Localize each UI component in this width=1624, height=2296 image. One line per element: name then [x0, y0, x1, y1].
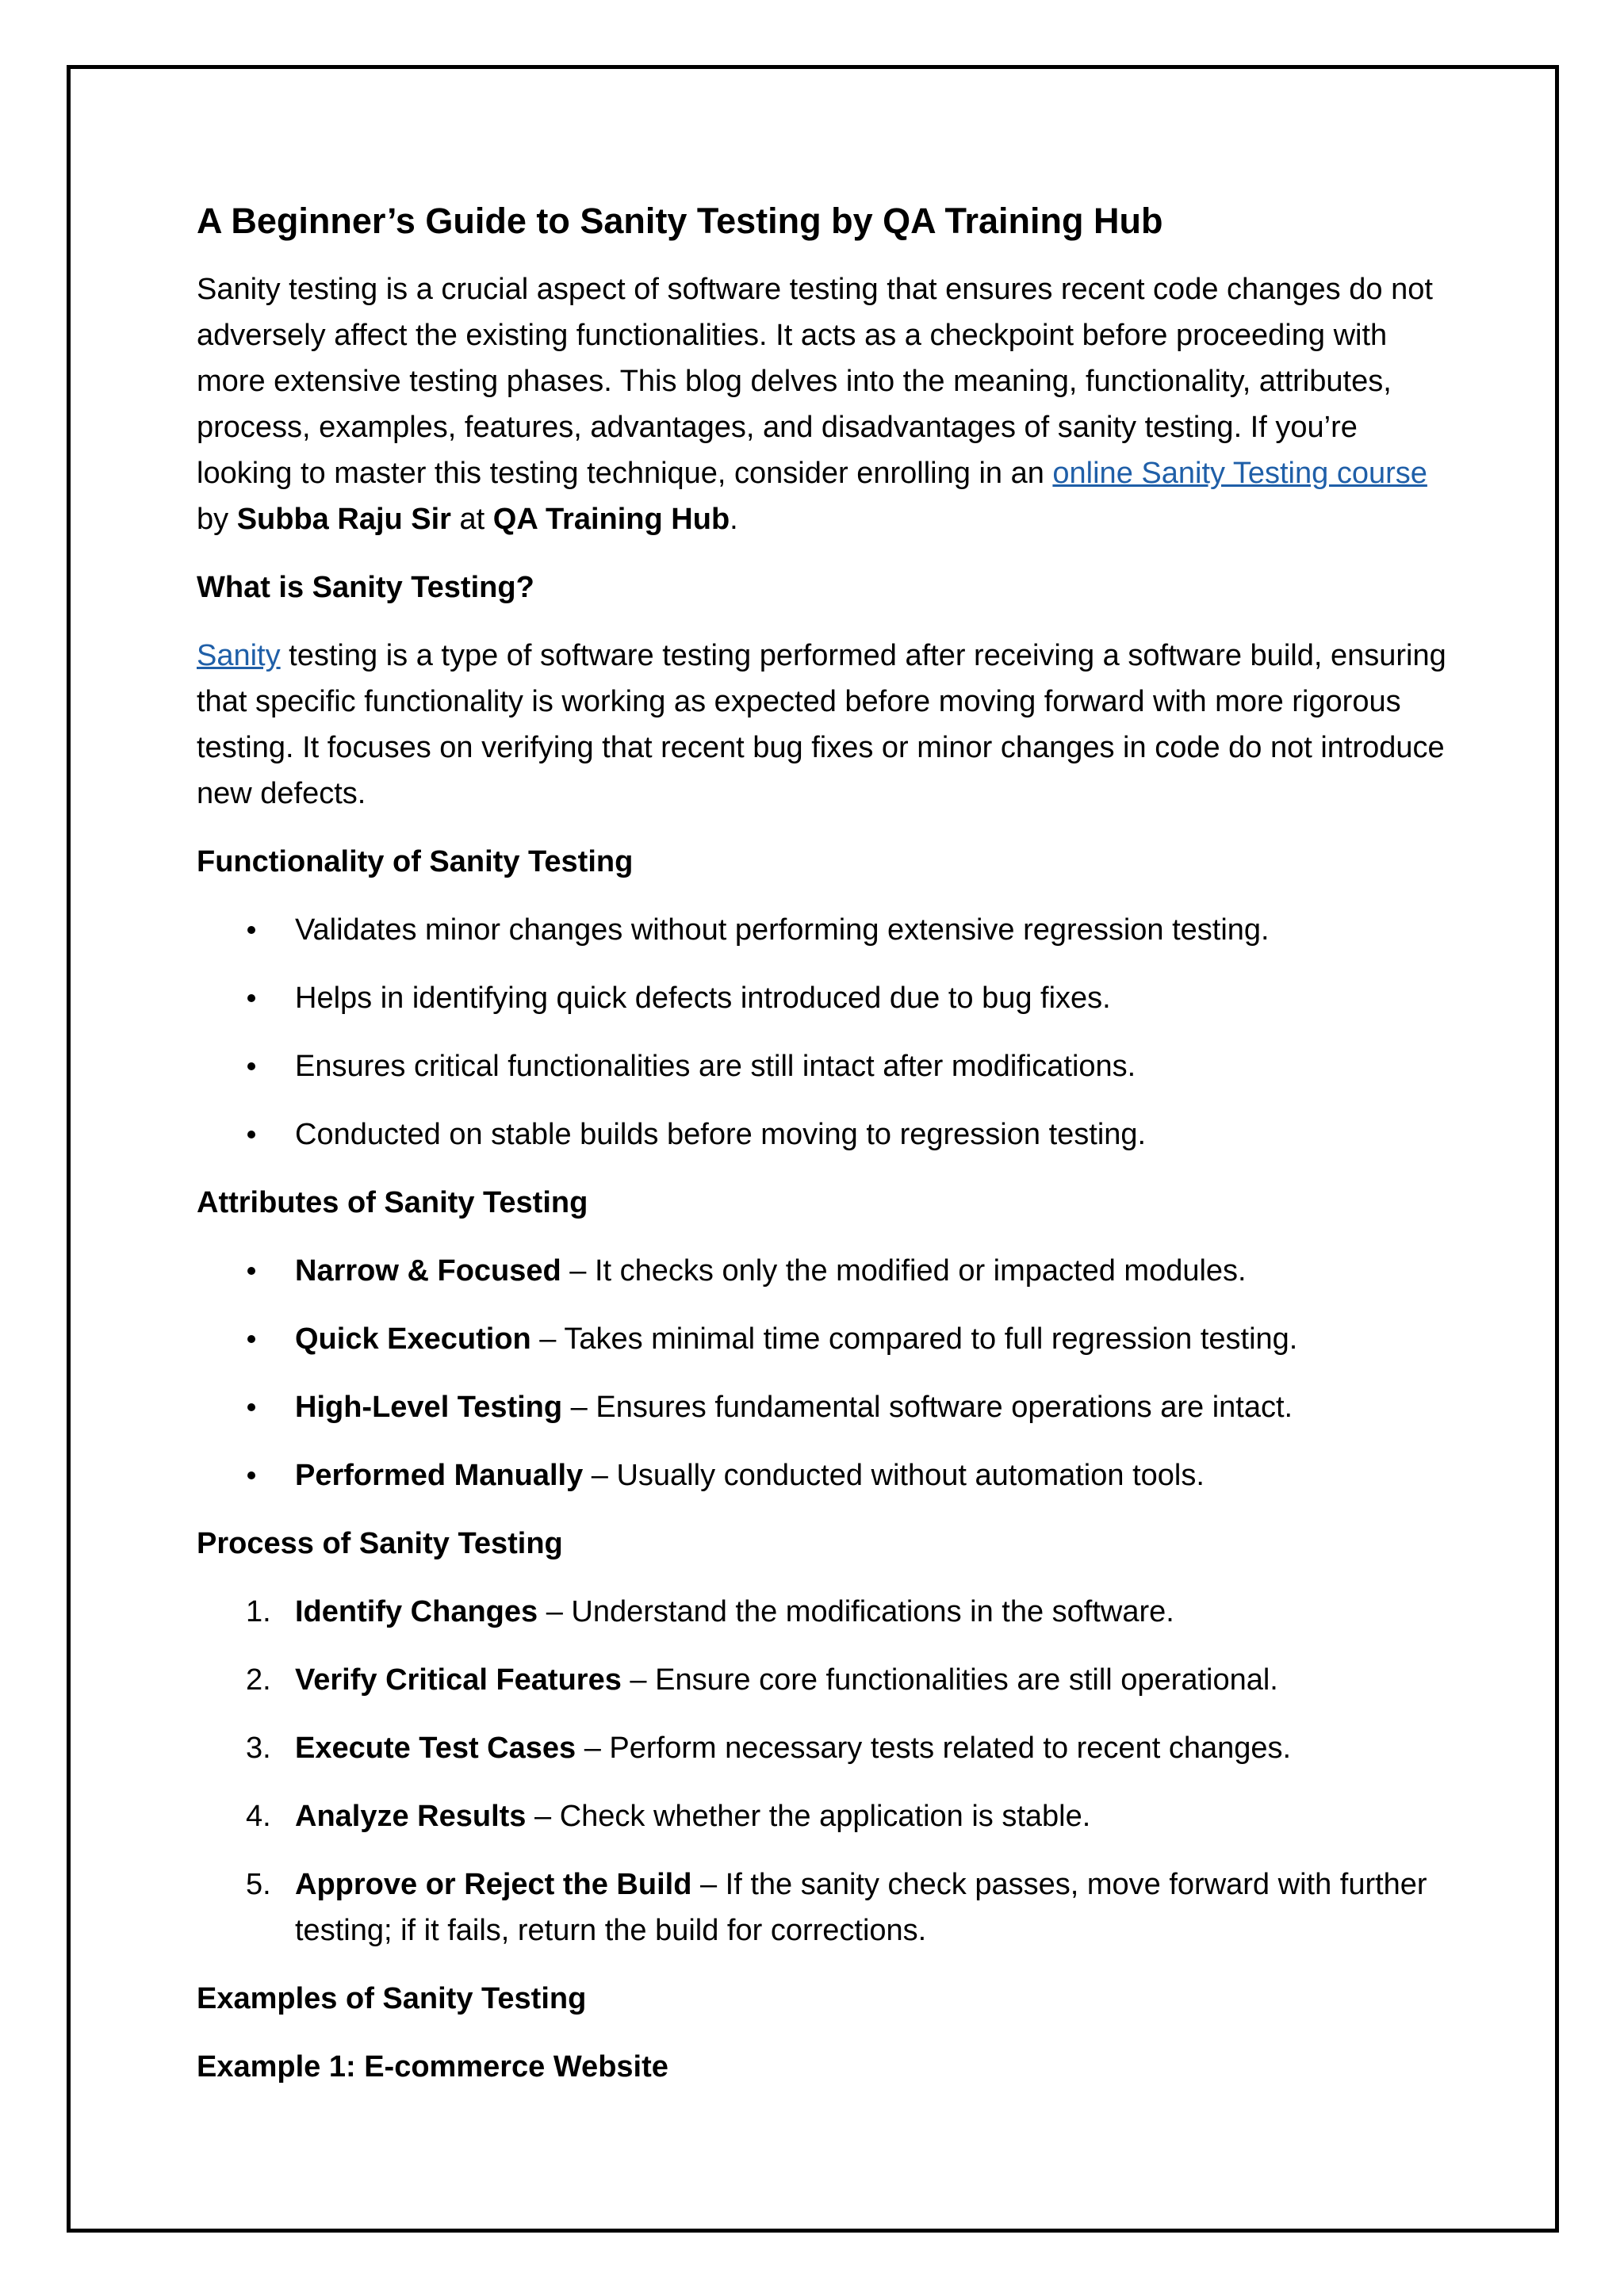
step-number: 5. [246, 1868, 271, 1901]
intro-text-2: by [197, 503, 237, 536]
step-desc: – If the sanity check passes, move forward with further testing; if it fails, return the build for corrections. [295, 1868, 1427, 1947]
step-desc: – Perform necessary tests related to recent changes. [576, 1732, 1292, 1765]
list-item [197, 1043, 1450, 1089]
step-term: Execute Test Cases [295, 1732, 576, 1765]
list-item [197, 1384, 1450, 1430]
intro-text-1: Sanity testing is a crucial aspect of software testing that ensures recent code changes do not adversely affect the existing functionalities. It acts as a checkpoint before proceeding with more extensive testing phases. This blog delves into the meaning, functionality, attributes, process, examples, features, advantages, and disadvantages of sanity testing. If you’re looking to master this testing technique, consider enrolling in an [197, 273, 1433, 490]
list-item [197, 1112, 1450, 1158]
what-text: testing is a type of software testing performed after receiving a software build, ensuring that specific functionality is working as expected before moving forward with more rigorous testing. It focuses on verifying that recent bug fixes or minor changes in code do not introduce new defects. [197, 639, 1446, 810]
list-item [197, 1316, 1450, 1362]
attribute-desc: – It checks only the modified or impacted modules. [561, 1254, 1247, 1288]
step-term: Analyze Results [295, 1800, 527, 1833]
process-list [197, 1589, 1450, 1954]
document-title: A Beginner’s Guide to Sanity Testing by QA Training Hub [197, 201, 1163, 241]
list-item [197, 1862, 1450, 1954]
step-term: Approve or Reject the Build [295, 1868, 692, 1901]
list-item-text: Helps in identifying quick defects introduced due to bug fixes. [295, 982, 1111, 1015]
list-item-text: Validates minor changes without performing extensive regression testing. [295, 913, 1270, 947]
step-desc: – Understand the modifications in the software. [538, 1595, 1174, 1628]
attribute-desc: – Usually conducted without automation tools. [583, 1459, 1205, 1492]
sanity-link[interactable]: Sanity [197, 639, 281, 672]
attribute-desc: – Takes minimal time compared to full regression testing. [530, 1322, 1298, 1356]
list-item-text: Conducted on stable builds before moving to regression testing. [295, 1118, 1147, 1151]
sanity-course-link[interactable]: online Sanity Testing course [1052, 457, 1427, 490]
process-heading: Process of Sanity Testing [197, 1527, 563, 1560]
what-heading: What is Sanity Testing? [197, 571, 534, 604]
example-1-heading: Example 1: E-commerce Website [197, 2050, 668, 2084]
what-paragraph [197, 633, 1450, 817]
intro-org: QA Training Hub [492, 503, 730, 536]
examples-heading: Examples of Sanity Testing [197, 1982, 587, 2015]
step-desc: – Check whether the application is stable. [526, 1800, 1091, 1833]
attribute-desc: – Ensures fundamental software operations are intact. [562, 1391, 1293, 1424]
step-term: Verify Critical Features [295, 1663, 622, 1697]
attribute-term: Narrow & Focused [295, 1254, 561, 1288]
step-number: 2. [246, 1663, 271, 1697]
list-item [197, 1657, 1450, 1703]
attributes-list [197, 1248, 1450, 1498]
list-item [197, 1725, 1450, 1771]
list-item [197, 1589, 1450, 1635]
list-item [197, 907, 1450, 953]
intro-paragraph [197, 266, 1450, 542]
intro-text-4: . [730, 503, 738, 536]
attribute-term: High-Level Testing [295, 1391, 563, 1424]
document-body [197, 197, 1450, 2112]
list-item-text: Ensures critical functionalities are still intact after modifications. [295, 1050, 1136, 1083]
list-item [197, 975, 1450, 1021]
attributes-heading: Attributes of Sanity Testing [197, 1186, 588, 1219]
intro-text-3: at [450, 503, 493, 536]
intro-author: Subba Raju Sir [236, 503, 451, 536]
list-item [197, 1793, 1450, 1839]
list-item [197, 1248, 1450, 1294]
list-item [197, 1452, 1450, 1498]
attribute-term: Quick Execution [295, 1322, 531, 1356]
attribute-term: Performed Manually [295, 1459, 584, 1492]
step-number: 4. [246, 1800, 271, 1833]
functionality-list [197, 907, 1450, 1158]
step-number: 1. [246, 1595, 271, 1628]
step-number: 3. [246, 1732, 271, 1765]
step-desc: – Ensure core functionalities are still operational. [621, 1663, 1278, 1697]
functionality-heading: Functionality of Sanity Testing [197, 845, 634, 878]
step-term: Identify Changes [295, 1595, 538, 1628]
